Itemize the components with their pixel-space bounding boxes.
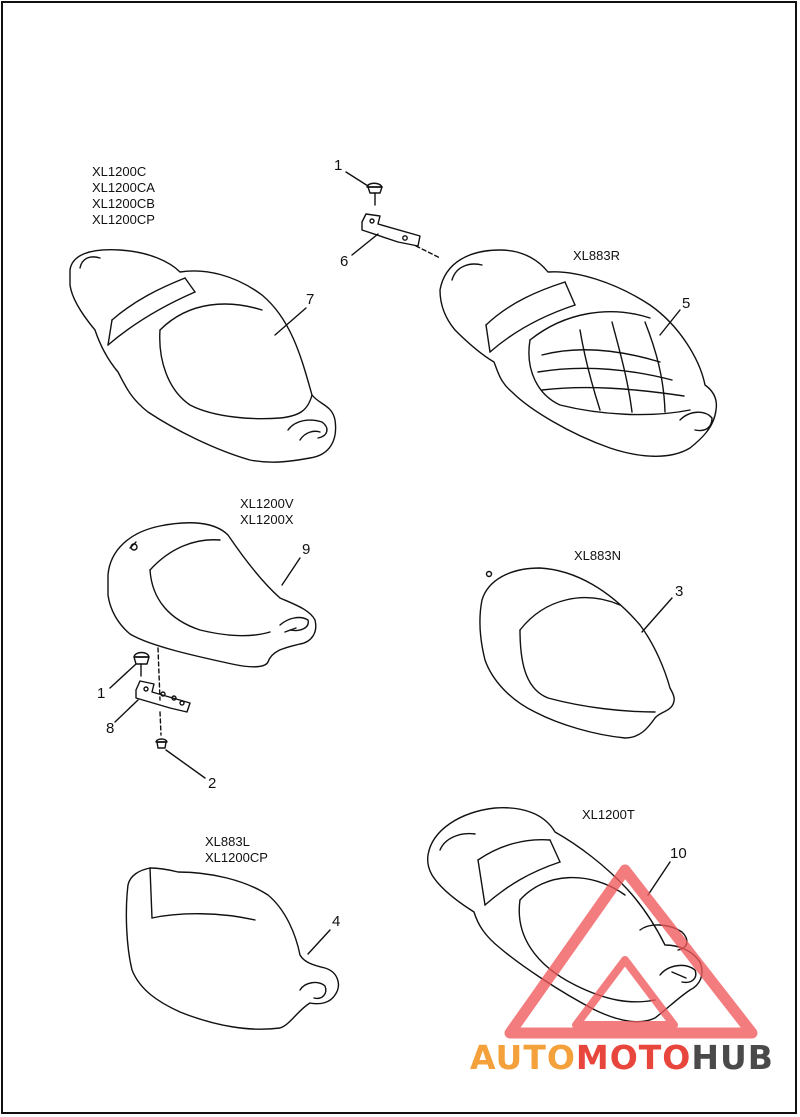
seat-4-model-list: [205, 834, 268, 866]
model-label: XL1200T: [582, 807, 635, 822]
model-label: XL1200V: [240, 496, 294, 511]
model-label: XL883R: [573, 248, 620, 263]
seat-5-model-list: [573, 248, 620, 264]
callout-4: 4: [332, 913, 341, 930]
seat-5-drawing: [440, 250, 716, 456]
callout-10: 10: [670, 845, 687, 862]
callout-6: 6: [340, 253, 349, 270]
callout-1: 1: [97, 685, 106, 702]
seat-7-model-list: [92, 164, 155, 228]
callout-2: 2: [208, 775, 217, 792]
callout-5: 5: [682, 295, 691, 312]
bracket-6: [362, 214, 440, 258]
fastener-1-top: [367, 183, 382, 205]
model-label: XL1200C: [92, 164, 147, 179]
seat-9-model-list: [240, 496, 294, 528]
bracket-8: [136, 681, 190, 735]
watermark-logo: [470, 1038, 774, 1077]
model-label: XL1200CP: [92, 212, 155, 227]
model-label: XL1200CA: [92, 180, 155, 195]
model-label: XL1200CB: [92, 196, 155, 211]
fastener-2: [156, 739, 167, 748]
callout-7: 7: [306, 291, 315, 308]
model-label: XL883L: [205, 834, 250, 849]
model-label: XL1200X: [240, 512, 294, 527]
callout-1: 1: [334, 157, 343, 174]
seat-9-drawing: [108, 523, 316, 700]
model-label: XL1200CP: [205, 850, 268, 865]
model-label: XL883N: [574, 548, 621, 563]
watermark-hub: HUB: [691, 1038, 774, 1077]
seat-3-drawing: [480, 568, 674, 738]
callout-9: 9: [302, 541, 311, 558]
watermark-auto: AUTO: [470, 1038, 576, 1077]
watermark-triangle: [510, 870, 752, 1033]
seat-4-drawing: [126, 868, 341, 1029]
watermark-moto: MOTO: [575, 1038, 692, 1077]
seat-3-model-list: [574, 548, 621, 564]
callout-8: 8: [106, 720, 115, 737]
seat-7-drawing: [70, 250, 336, 463]
seat-10-model-list: [582, 807, 635, 823]
callout-3: 3: [675, 583, 684, 600]
